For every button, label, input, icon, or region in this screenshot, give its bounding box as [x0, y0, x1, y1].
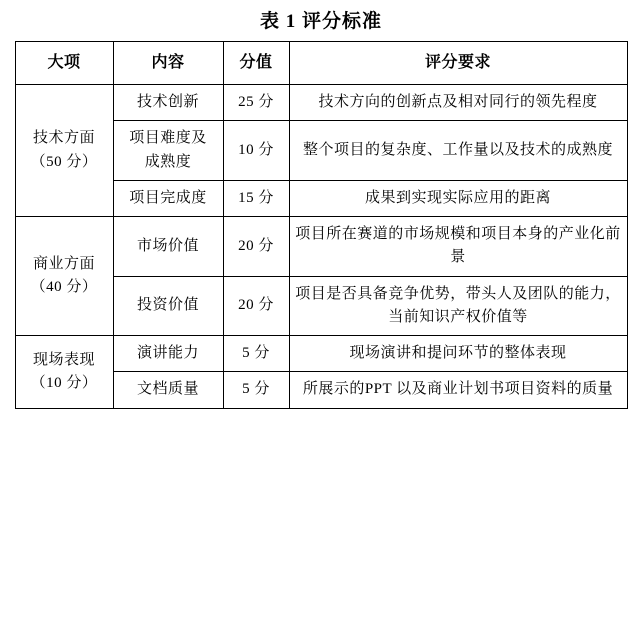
major-category-label: 现场表现	[32, 351, 95, 368]
page-title: 表 1 评分标准	[259, 11, 382, 32]
scoring-criteria-table	[15, 41, 628, 409]
column-header-major: 大项	[15, 42, 113, 85]
item-label-line1: 项目难度及	[129, 130, 207, 147]
score-value: 25 分	[223, 85, 289, 121]
major-category-technology	[15, 85, 113, 217]
table-row	[15, 217, 627, 277]
item-label-line2: 成熟度	[144, 153, 192, 170]
requirement-text: 所展示的PPT 以及商业计划书项目资料的质量	[289, 372, 627, 408]
table-body	[15, 85, 627, 409]
column-header-requirement: 评分要求	[289, 42, 627, 85]
item-label: 投资价值	[113, 276, 223, 336]
item-label: 文档质量	[113, 372, 223, 408]
requirement-text: 整个项目的复杂度、工作量以及技术的成熟度	[289, 121, 627, 181]
score-value: 10 分	[223, 121, 289, 181]
major-category-label: 商业方面	[32, 255, 95, 272]
score-value: 20 分	[223, 217, 289, 277]
item-label: 技术创新	[113, 85, 223, 121]
table-row	[15, 336, 627, 372]
major-category-presentation	[15, 336, 113, 409]
requirement-text: 项目是否具备竞争优势，带头人及团队的能力，当前知识产权价值等	[289, 276, 627, 336]
major-category-score: （10 分）	[30, 374, 98, 391]
item-label: 演讲能力	[113, 336, 223, 372]
requirement-text: 现场演讲和提问环节的整体表现	[289, 336, 627, 372]
score-value: 5 分	[223, 336, 289, 372]
table-header	[15, 42, 627, 85]
requirement-text: 项目所在赛道的市场规模和项目本身的产业化前景	[289, 217, 627, 277]
major-category-score: （40 分）	[30, 279, 98, 295]
column-header-item: 内容	[113, 42, 223, 85]
major-category-business	[15, 217, 113, 336]
table-header-row	[15, 42, 627, 85]
score-value: 15 分	[223, 180, 289, 216]
score-value: 20 分	[223, 276, 289, 336]
item-label: 市场价值	[113, 217, 223, 277]
major-category-label: 技术方面	[32, 130, 95, 147]
requirement-text: 成果到实现实际应用的距离	[289, 180, 627, 216]
major-category-score: （50 分）	[30, 153, 98, 170]
column-header-score: 分值	[223, 42, 289, 85]
item-label	[113, 121, 223, 181]
table-row	[15, 85, 627, 121]
requirement-text: 技术方向的创新点及相对同行的领先程度	[289, 85, 627, 121]
item-label: 项目完成度	[113, 180, 223, 216]
score-value: 5 分	[223, 372, 289, 408]
